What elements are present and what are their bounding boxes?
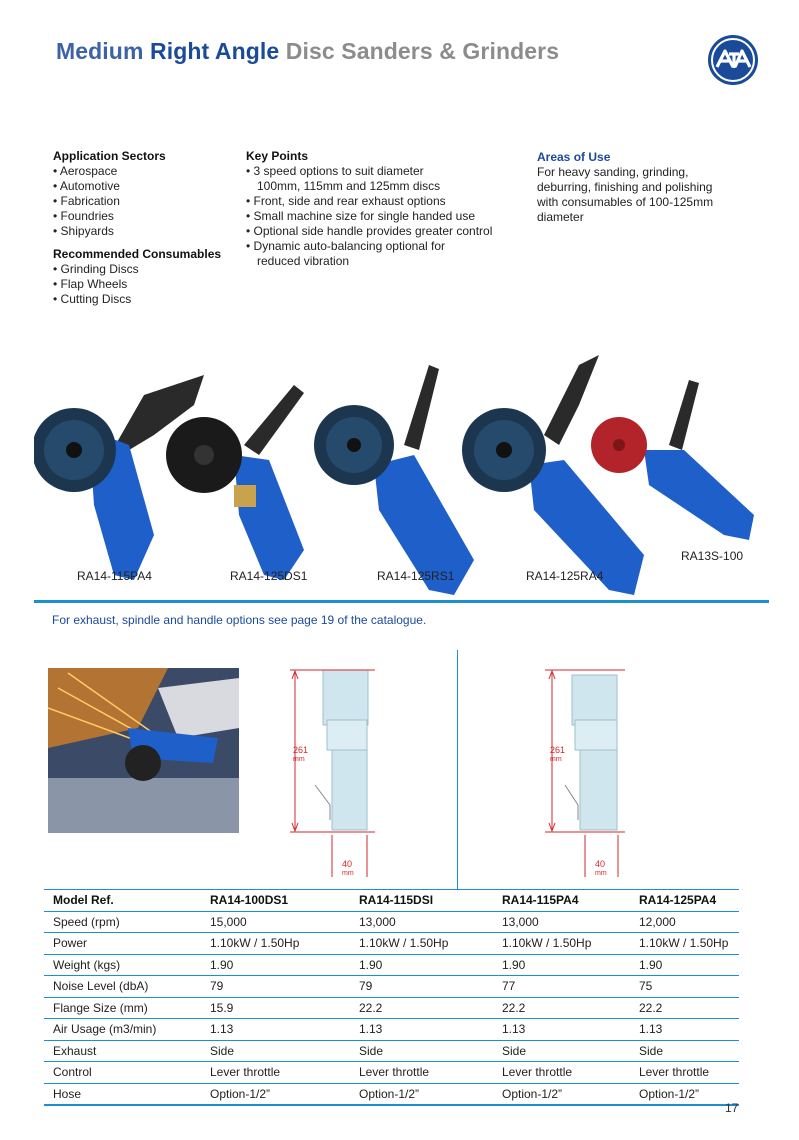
table-cell: 1.10kW / 1.50Hp [630,933,739,955]
table-cell: 22.2 [493,997,630,1019]
page-number: 17 [725,1101,739,1115]
areas-of-use-heading: Areas of Use [537,150,611,164]
table-header-cell: RA14-125PA4 [630,890,739,912]
table-row-label: Control [44,1062,201,1084]
width-value: 40 [595,859,606,869]
table-header-row [44,890,739,912]
table-cell: 22.2 [630,997,739,1019]
table-row [44,954,739,976]
height-unit: mm [293,756,305,763]
table-row [44,911,739,933]
product-label-4: RA14-125RA4 [526,569,604,583]
column-divider [457,650,458,890]
list-item: • Small machine size for single handed use [246,209,508,224]
table-row [44,1083,739,1105]
table-row [44,933,739,955]
table-row-label: Power [44,933,201,955]
table-row-label: Weight (kgs) [44,954,201,976]
table-row [44,1062,739,1084]
list-item: • 3 speed options to suit diameter 100mm, 115mm and 125mm discs [246,164,457,194]
table-cell: 13,000 [493,911,630,933]
table-cell: 12,000 [630,911,739,933]
title-part-medium: Medium [56,38,144,64]
page-title [56,38,559,65]
table-cell: 1.90 [350,954,493,976]
width-value: 40 [342,859,353,869]
table-cell: 79 [201,976,350,998]
table-cell: 15.9 [201,997,350,1019]
table-cell: Option-1/2” [493,1083,630,1105]
table-cell: 1.10kW / 1.50Hp [350,933,493,955]
title-part-right-angle: Right Angle [150,38,280,64]
table-cell: Option-1/2” [350,1083,493,1105]
table-header-cell: RA14-100DS1 [201,890,350,912]
table-cell: Side [350,1040,493,1062]
list-item: • Cutting Discs [53,292,233,307]
list-item: • Front, side and rear exhaust options [246,194,508,209]
list-item: • Foundries [53,209,233,224]
list-item: • Aerospace [53,164,233,179]
table-cell: Side [201,1040,350,1062]
product-label-1: RA14-115PA4 [77,569,152,583]
spec-table [44,889,739,1106]
table-row-label: Flange Size (mm) [44,997,201,1019]
table-cell: 1.90 [201,954,350,976]
list-item: • Optional side handle provides greater control [246,224,508,239]
table-row [44,1019,739,1041]
table-cell: 1.90 [493,954,630,976]
list-item: • Automotive [53,179,233,194]
table-cell: Side [630,1040,739,1062]
grinder-image-2 [166,385,304,580]
recommended-consumables-heading: Recommended Consumables [53,247,222,261]
table-row-label: Air Usage (m3/min) [44,1019,201,1041]
key-points-heading: Key Points [246,149,309,163]
areas-of-use-text: For heavy sanding, grinding, deburring, finishing and polishing with consumables of 100-125mm diameter [537,165,714,224]
height-value: 261 [293,745,309,755]
table-header-cell: Model Ref. [44,890,201,912]
table-cell: 1.90 [630,954,739,976]
table-cell: 1.13 [493,1019,630,1041]
catalogue-note: For exhaust, spindle and handle options see page 19 of the catalogue. [52,613,427,627]
section-divider [34,600,769,603]
table-cell: Option-1/2” [630,1083,739,1105]
product-photos [34,335,769,603]
table-row-label: Noise Level (dbA) [44,976,201,998]
width-unit: mm [342,870,354,877]
table-row [44,976,739,998]
product-label-5: RA13S-100 [681,549,744,563]
height-unit: mm [550,756,562,763]
list-item: • Fabrication [53,194,233,209]
product-label-3: RA14-125RS1 [377,569,455,583]
table-cell: Option-1/2” [201,1083,350,1105]
dimension-diagram-left [285,665,385,880]
table-header-cell: RA14-115DSI [350,890,493,912]
table-cell: 1.13 [350,1019,493,1041]
product-label-2: RA14-125DS1 [230,569,308,583]
table-cell: Lever throttle [201,1062,350,1084]
table-cell: 1.13 [201,1019,350,1041]
table-cell: Lever throttle [350,1062,493,1084]
dimension-diagram-right [540,665,640,880]
table-cell: 22.2 [350,997,493,1019]
table-cell: 79 [350,976,493,998]
list-item: • Flap Wheels [53,277,233,292]
height-value: 261 [550,745,566,755]
brand-logo-icon [707,34,759,86]
table-cell: Side [493,1040,630,1062]
table-cell: 77 [493,976,630,998]
areas-of-use-section [537,150,722,225]
table-cell: 15,000 [201,911,350,933]
application-sectors-section [53,149,233,307]
key-points-section [246,149,508,269]
table-cell: 1.10kW / 1.50Hp [201,933,350,955]
title-part-disc-sanders: Disc Sanders & Grinders [285,38,560,64]
width-unit: mm [595,870,607,877]
table-cell: 75 [630,976,739,998]
grinder-image-5 [591,380,754,540]
table-header-cell: RA14-115PA4 [493,890,630,912]
table-row-label: Exhaust [44,1040,201,1062]
grinder-image-4 [462,355,644,595]
table-row-label: Speed (rpm) [44,911,201,933]
list-item: • Shipyards [53,224,233,239]
table-cell: Lever throttle [630,1062,739,1084]
list-item: • Grinding Discs [53,262,233,277]
table-cell: 13,000 [350,911,493,933]
grinding-action-photo [48,668,239,833]
table-cell: 1.10kW / 1.50Hp [493,933,630,955]
table-row [44,997,739,1019]
application-sectors-heading: Application Sectors [53,149,166,163]
table-cell: 1.13 [630,1019,739,1041]
table-row-label: Hose [44,1083,201,1105]
table-cell: Lever throttle [493,1062,630,1084]
grinder-image-3 [314,365,474,595]
list-item: • Dynamic auto-balancing optional for reduced vibration [246,239,447,269]
table-row [44,1040,739,1062]
